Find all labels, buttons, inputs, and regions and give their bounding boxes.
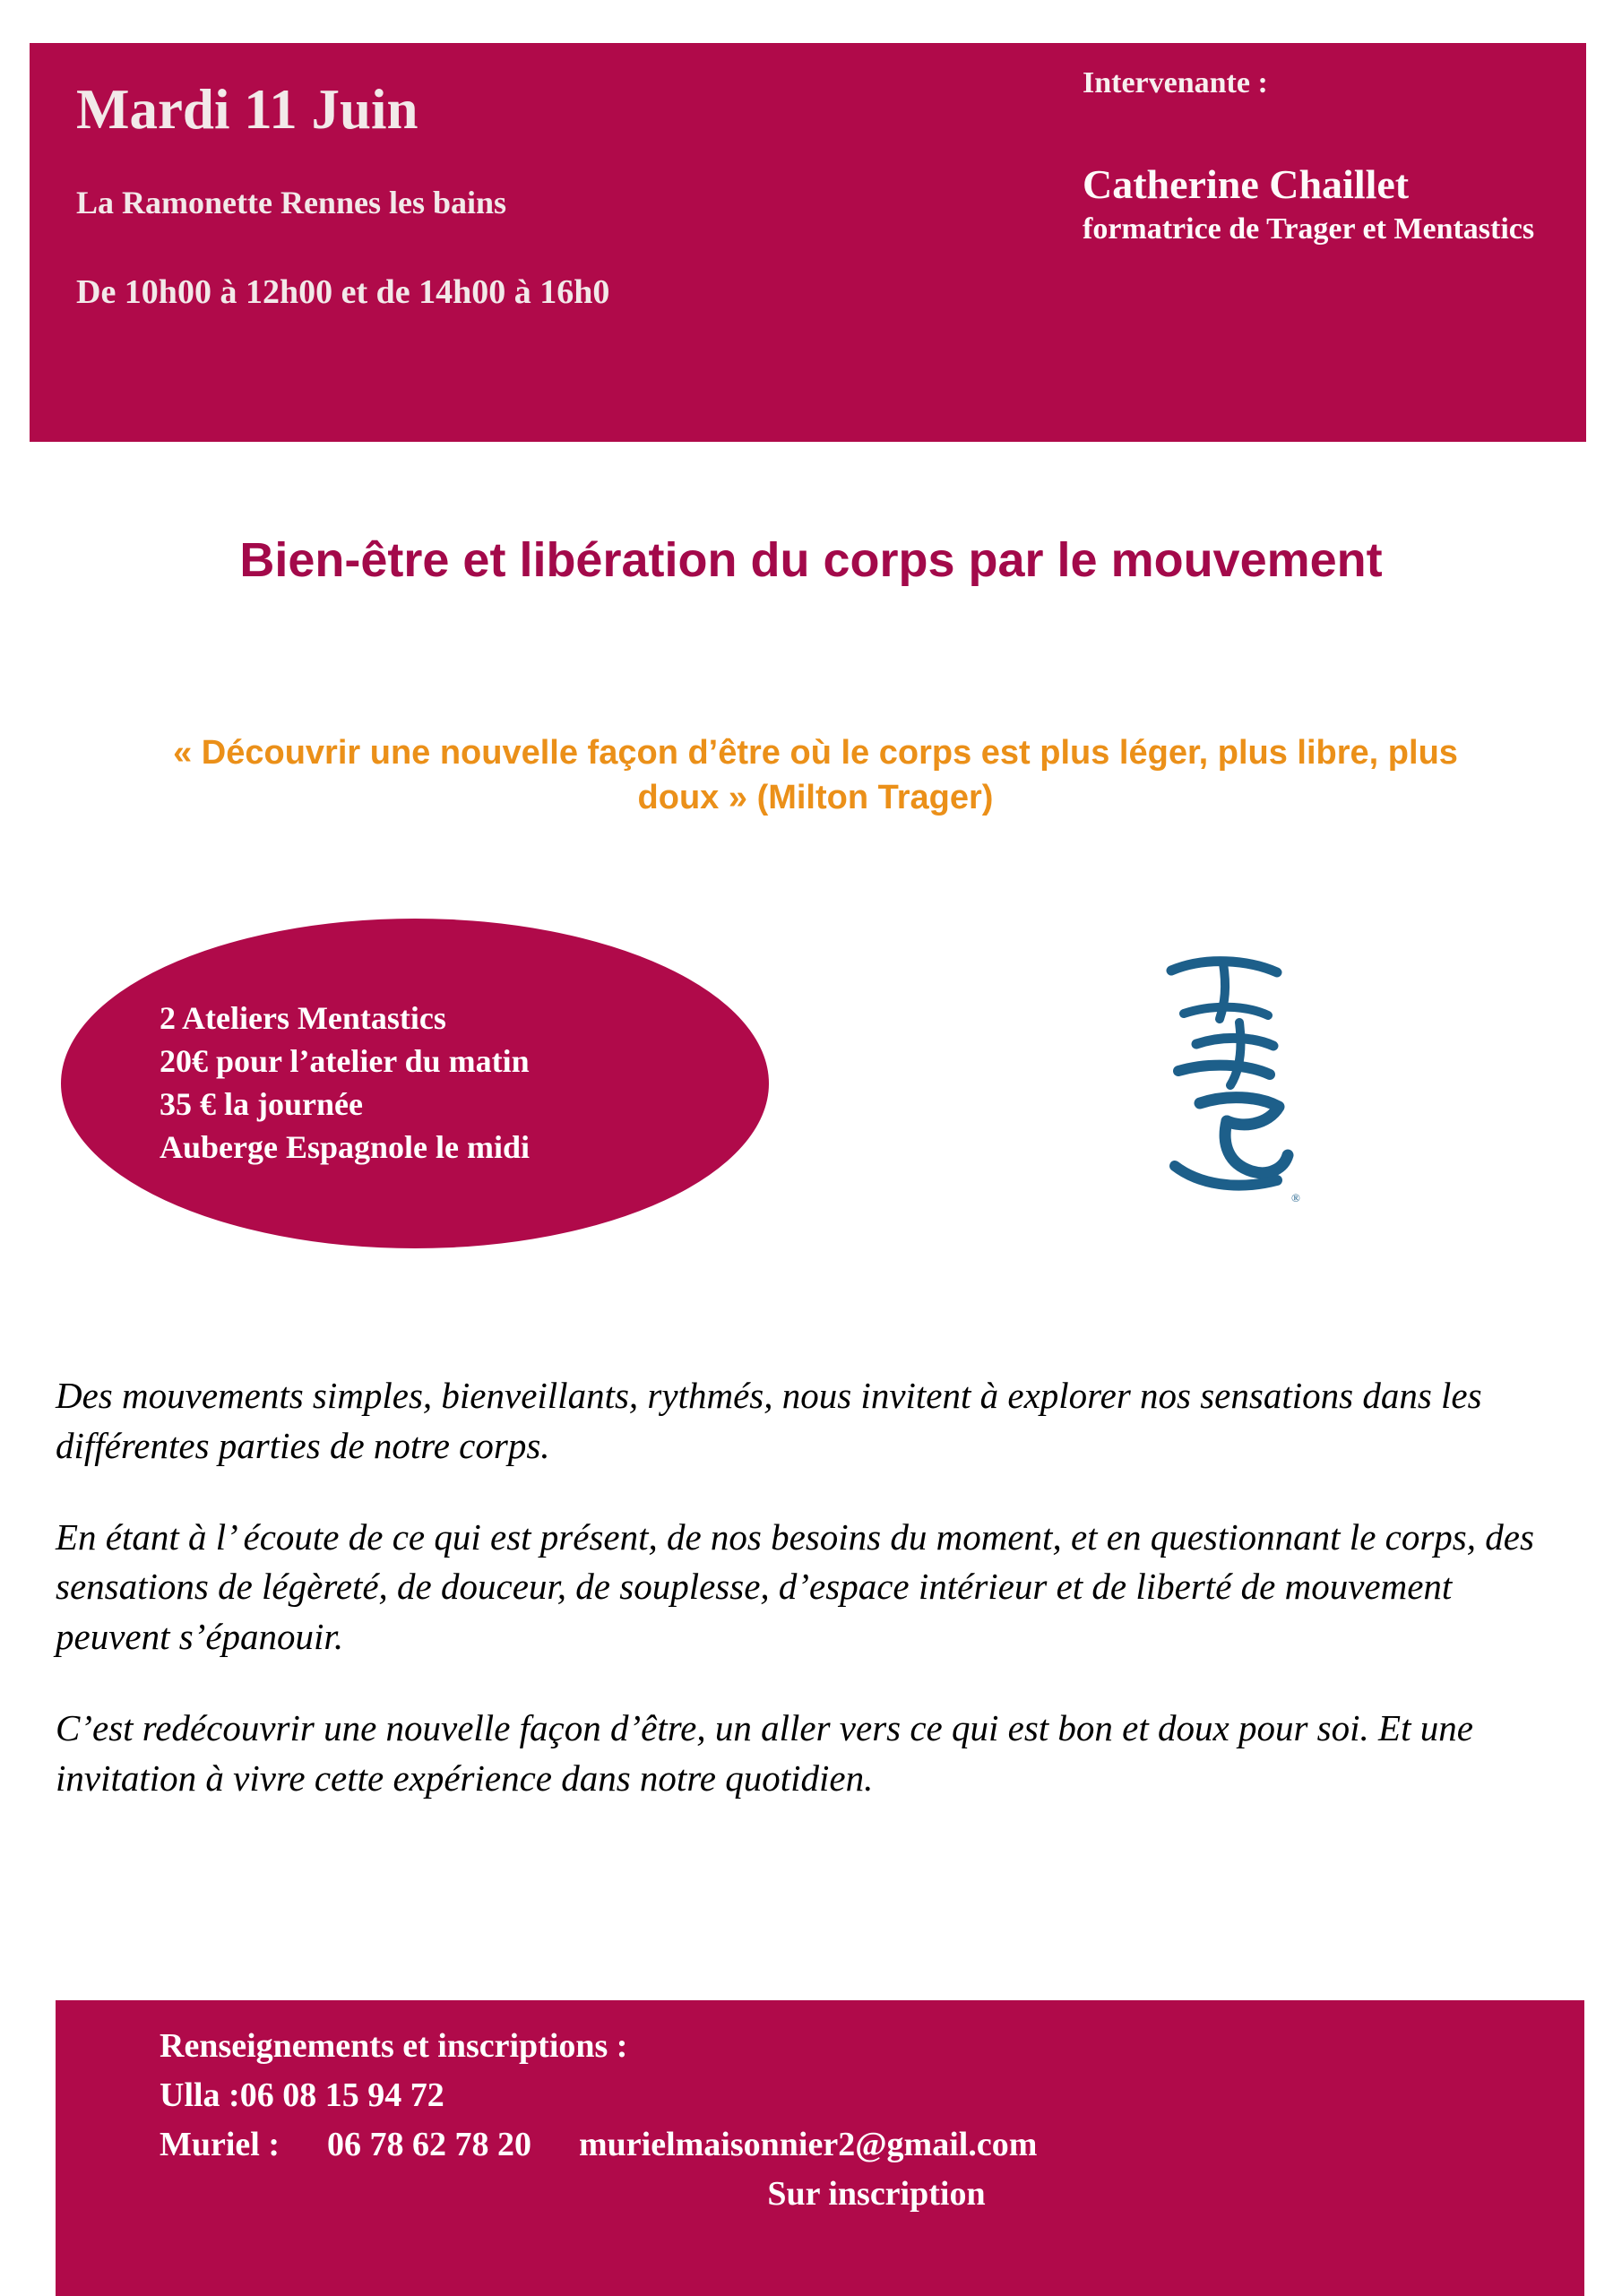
contact-ulla[interactable]: Ulla :06 08 15 94 72 xyxy=(160,2076,444,2115)
stray-quote-mark: « xyxy=(154,925,168,954)
speaker-name: Catherine Chaillet xyxy=(1083,161,1410,207)
speaker-block xyxy=(1083,66,1584,247)
contact-info-block xyxy=(160,2022,1557,2219)
pricing-line: 2 Ateliers Mentastics xyxy=(160,1000,446,1036)
event-hours: De 10h00 à 12h00 et de 14h00 à 16h0 xyxy=(76,273,610,312)
paragraph: Des mouvements simples, bienveillants, rythmés, nous invitent à explorer nos sensations dans les différentes parties de notre corps. xyxy=(56,1375,1482,1466)
event-header-banner xyxy=(30,43,1586,442)
pricing-line: 20€ pour l’atelier du matin xyxy=(160,1042,530,1079)
event-details-block xyxy=(76,79,1026,314)
paragraph: En étant à l’ écoute de ce qui est présent, de nos besoins du moment, et en questionnant le corps, des sensations de légèreté, de douceur, de souplesse, d’espace intérieur et de liberté de mouvement peuvent s’épanouir. xyxy=(56,1515,1534,1657)
contact-muriel-label: Muriel : xyxy=(160,2126,280,2164)
trager-mentastics-logo xyxy=(1134,937,1313,1223)
page-subtitle-quote: « Découvrir une nouvelle façon d’être où le corps est plus léger, plus libre, plus doux » (Milton Trager) xyxy=(173,734,1458,817)
contact-muriel-line xyxy=(160,2120,1557,2170)
event-location: La Ramonette Rennes les bains xyxy=(76,185,507,221)
pricing-line: Auberge Espagnole le midi xyxy=(160,1128,531,1165)
pricing-line: 35 € la journée xyxy=(160,1085,363,1122)
page-title: Bien-être et libération du corps par le mouvement xyxy=(239,533,1383,587)
contact-muriel-email[interactable]: murielmaisonnier2@gmail.com xyxy=(579,2126,1038,2164)
paragraph: C’est redécouvrir une nouvelle façon d’être, un aller vers ce qui est bon et doux pour soi. Et une invitation à vivre cette expérience dans notre quotidien. xyxy=(56,1706,1473,1799)
description-text xyxy=(56,1371,1543,1803)
event-date: Mardi 11 Juin xyxy=(76,78,418,141)
registration-note: Sur inscription xyxy=(767,2175,986,2214)
pricing-details xyxy=(160,997,715,1170)
contact-muriel-phone[interactable]: 06 78 62 78 20 xyxy=(327,2126,532,2164)
contact-heading: Renseignements et inscriptions : xyxy=(160,2027,628,2065)
speaker-role: formatrice de Trager et Mentastics xyxy=(1083,212,1535,246)
registered-mark: ® xyxy=(1291,1191,1300,1204)
speaker-label: Intervenante : xyxy=(1083,66,1268,99)
contact-footer-banner xyxy=(56,2000,1584,2296)
